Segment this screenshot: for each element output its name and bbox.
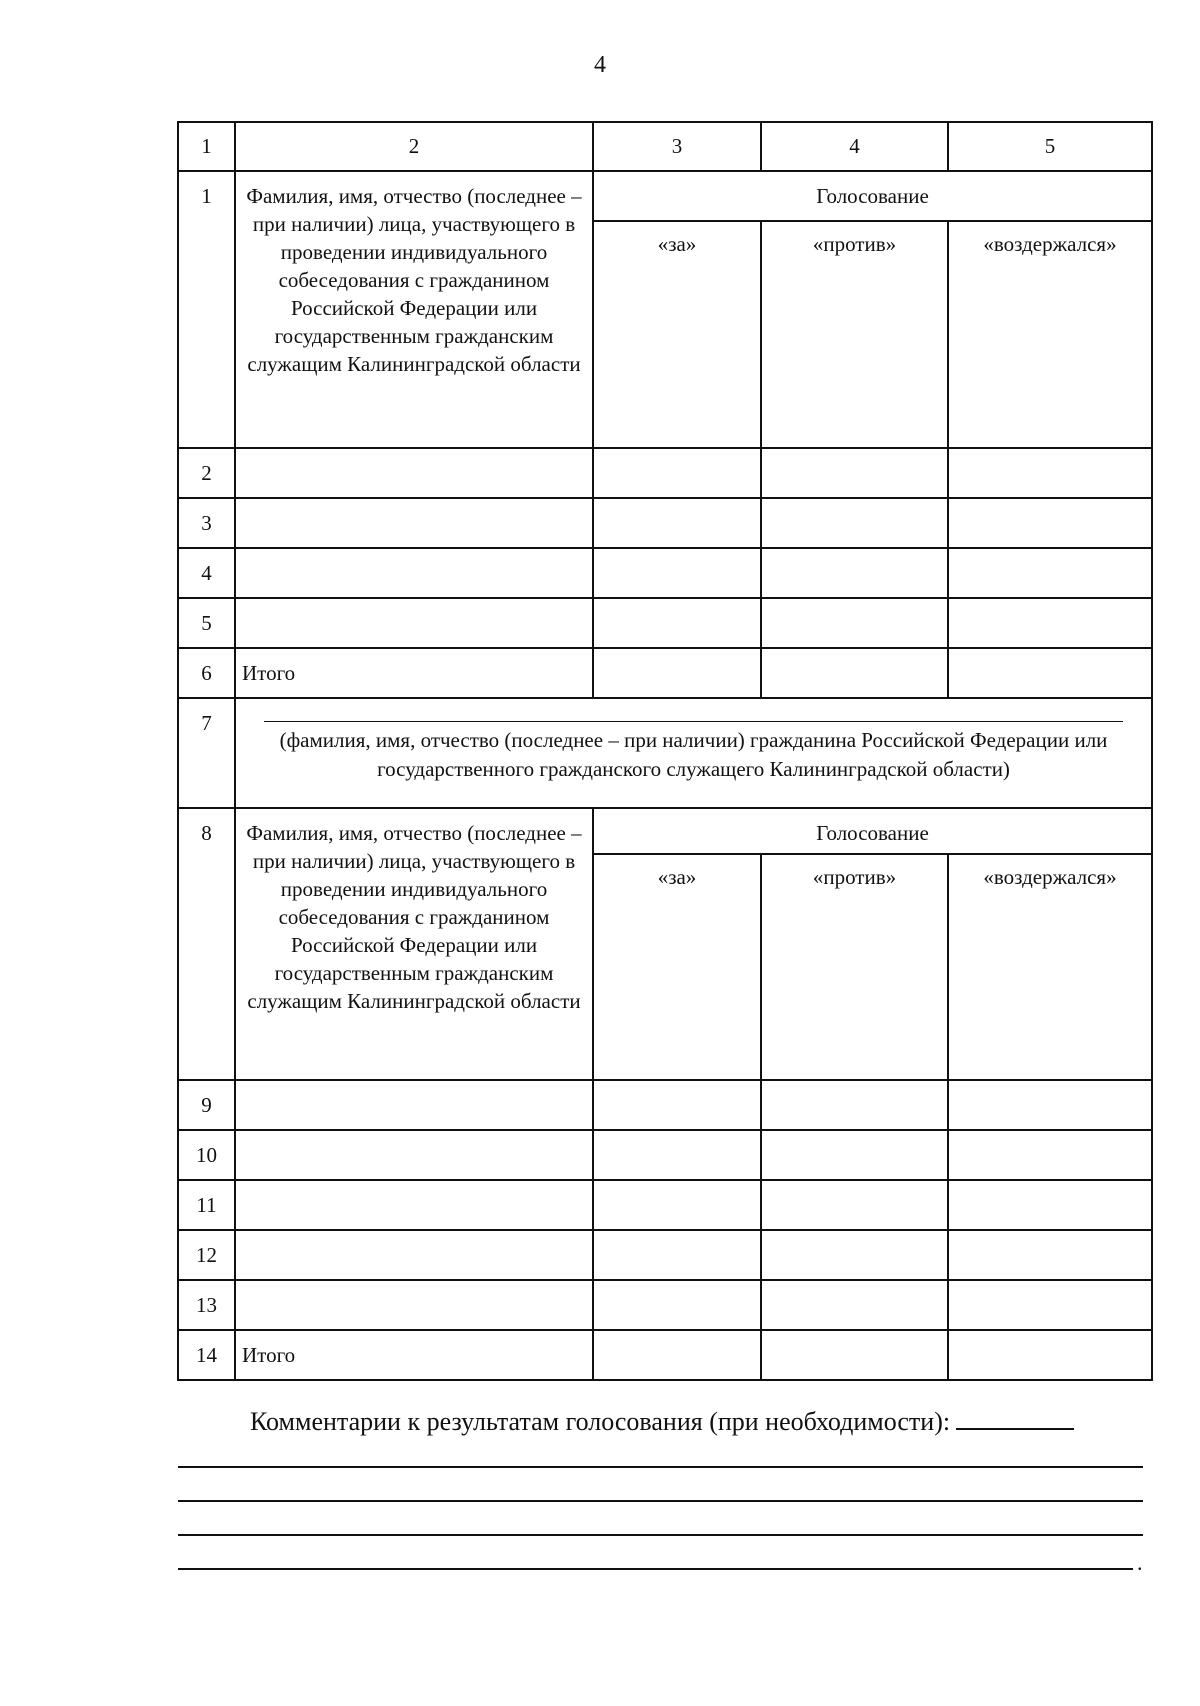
vote-against-cell[interactable]: [761, 498, 948, 548]
vote-for-cell[interactable]: [593, 1130, 761, 1180]
participant-row: [178, 1080, 1152, 1130]
vote-for-cell[interactable]: [593, 1230, 761, 1280]
vote-abstain-cell[interactable]: [948, 1230, 1152, 1280]
total-row: [178, 1330, 1152, 1380]
row-number: 12: [178, 1230, 235, 1280]
participant-name-cell[interactable]: [235, 598, 593, 648]
vote-abstain-cell[interactable]: [948, 598, 1152, 648]
column-number: 1: [178, 122, 235, 171]
candidate-caption: (фамилия, имя, отчество (последнее – при наличии) гражданина Российской Федерации или государственного гражданского служащего Калининградской области): [279, 728, 1108, 781]
participant-label: Фамилия, имя, отчество (последнее – при наличии) лица, участвующего в проведении индивидуального собеседования с гражданином Российской Федерации или государственным гражданским служащим Калининградской области: [235, 171, 593, 448]
comments-line[interactable]: [178, 1500, 1143, 1502]
total-label: Итого: [235, 648, 593, 698]
vote-for-cell[interactable]: [593, 548, 761, 598]
vote-abstain-cell[interactable]: [948, 1280, 1152, 1330]
voting-header: Голосование: [593, 808, 1152, 854]
vote-option-against: «против»: [761, 221, 948, 448]
total-abstain-cell[interactable]: [948, 648, 1152, 698]
participant-row: [178, 548, 1152, 598]
participant-label: Фамилия, имя, отчество (последнее – при наличии) лица, участвующего в проведении индивидуального собеседования с гражданином Российской Федерации или государственным гражданским служащим Калининградской области: [235, 808, 593, 1080]
row-number: 2: [178, 448, 235, 498]
column-number: 2: [235, 122, 593, 171]
total-against-cell[interactable]: [761, 1330, 948, 1380]
vote-against-cell[interactable]: [761, 1080, 948, 1130]
row-number: 11: [178, 1180, 235, 1230]
participant-name-cell[interactable]: [235, 1230, 593, 1280]
vote-abstain-cell[interactable]: [948, 548, 1152, 598]
participant-name-cell[interactable]: [235, 548, 593, 598]
vote-against-cell[interactable]: [761, 548, 948, 598]
row-number: 9: [178, 1080, 235, 1130]
voting-header-row: [178, 808, 1152, 854]
page-number: 4: [594, 52, 606, 78]
total-row: [178, 648, 1152, 698]
candidate-row: [178, 698, 1152, 808]
vote-abstain-cell[interactable]: [948, 498, 1152, 548]
comments-first-line[interactable]: [956, 1408, 1074, 1430]
column-number: 5: [948, 122, 1152, 171]
participant-row: [178, 1180, 1152, 1230]
total-for-cell[interactable]: [593, 648, 761, 698]
vote-option-against: «против»: [761, 854, 948, 1080]
vote-abstain-cell[interactable]: [948, 448, 1152, 498]
column-number-row: [178, 122, 1152, 171]
row-number: 13: [178, 1280, 235, 1330]
vote-against-cell[interactable]: [761, 448, 948, 498]
total-for-cell[interactable]: [593, 1330, 761, 1380]
total-against-cell[interactable]: [761, 648, 948, 698]
vote-for-cell[interactable]: [593, 598, 761, 648]
vote-for-cell[interactable]: [593, 1080, 761, 1130]
participant-name-cell[interactable]: [235, 1280, 593, 1330]
row-number: 10: [178, 1130, 235, 1180]
comments-heading: [250, 1407, 1074, 1437]
row-number: 14: [178, 1330, 235, 1380]
candidate-cell: [235, 698, 1152, 808]
participant-name-cell[interactable]: [235, 498, 593, 548]
vote-against-cell[interactable]: [761, 598, 948, 648]
vote-abstain-cell[interactable]: [948, 1180, 1152, 1230]
vote-option-abstain: «воздержался»: [948, 854, 1152, 1080]
row-number: 1: [178, 171, 235, 448]
row-number: 3: [178, 498, 235, 548]
vote-for-cell[interactable]: [593, 1180, 761, 1230]
voting-header-row: [178, 171, 1152, 221]
comments-line[interactable]: [178, 1466, 1143, 1468]
participant-row: [178, 448, 1152, 498]
comments-line[interactable]: [178, 1568, 1133, 1570]
vote-for-cell[interactable]: [593, 498, 761, 548]
vote-abstain-cell[interactable]: [948, 1080, 1152, 1130]
comments-label: Комментарии к результатам голосования (при необходимости):: [250, 1407, 951, 1436]
vote-against-cell[interactable]: [761, 1230, 948, 1280]
participant-row: [178, 1230, 1152, 1280]
participant-row: [178, 1280, 1152, 1330]
vote-option-for: «за»: [593, 221, 761, 448]
vote-for-cell[interactable]: [593, 1280, 761, 1330]
vote-abstain-cell[interactable]: [948, 1130, 1152, 1180]
participant-name-cell[interactable]: [235, 1080, 593, 1130]
column-number: 3: [593, 122, 761, 171]
vote-against-cell[interactable]: [761, 1180, 948, 1230]
voting-table: [177, 121, 1153, 1381]
voting-header: Голосование: [593, 171, 1152, 221]
comments-end-mark: .: [1137, 1550, 1143, 1575]
comments-line[interactable]: [178, 1534, 1143, 1536]
vote-against-cell[interactable]: [761, 1130, 948, 1180]
total-label: Итого: [235, 1330, 593, 1380]
participant-name-cell[interactable]: [235, 1180, 593, 1230]
participant-row: [178, 598, 1152, 648]
column-number: 4: [761, 122, 948, 171]
participant-name-cell[interactable]: [235, 448, 593, 498]
participant-row: [178, 498, 1152, 548]
row-number: 6: [178, 648, 235, 698]
vote-against-cell[interactable]: [761, 1280, 948, 1330]
vote-for-cell[interactable]: [593, 448, 761, 498]
row-number: 7: [178, 698, 235, 808]
participant-name-cell[interactable]: [235, 1130, 593, 1180]
row-number: 5: [178, 598, 235, 648]
row-number: 8: [178, 808, 235, 1080]
vote-option-for: «за»: [593, 854, 761, 1080]
vote-option-abstain: «воздержался»: [948, 221, 1152, 448]
participant-row: [178, 1130, 1152, 1180]
total-abstain-cell[interactable]: [948, 1330, 1152, 1380]
row-number: 4: [178, 548, 235, 598]
